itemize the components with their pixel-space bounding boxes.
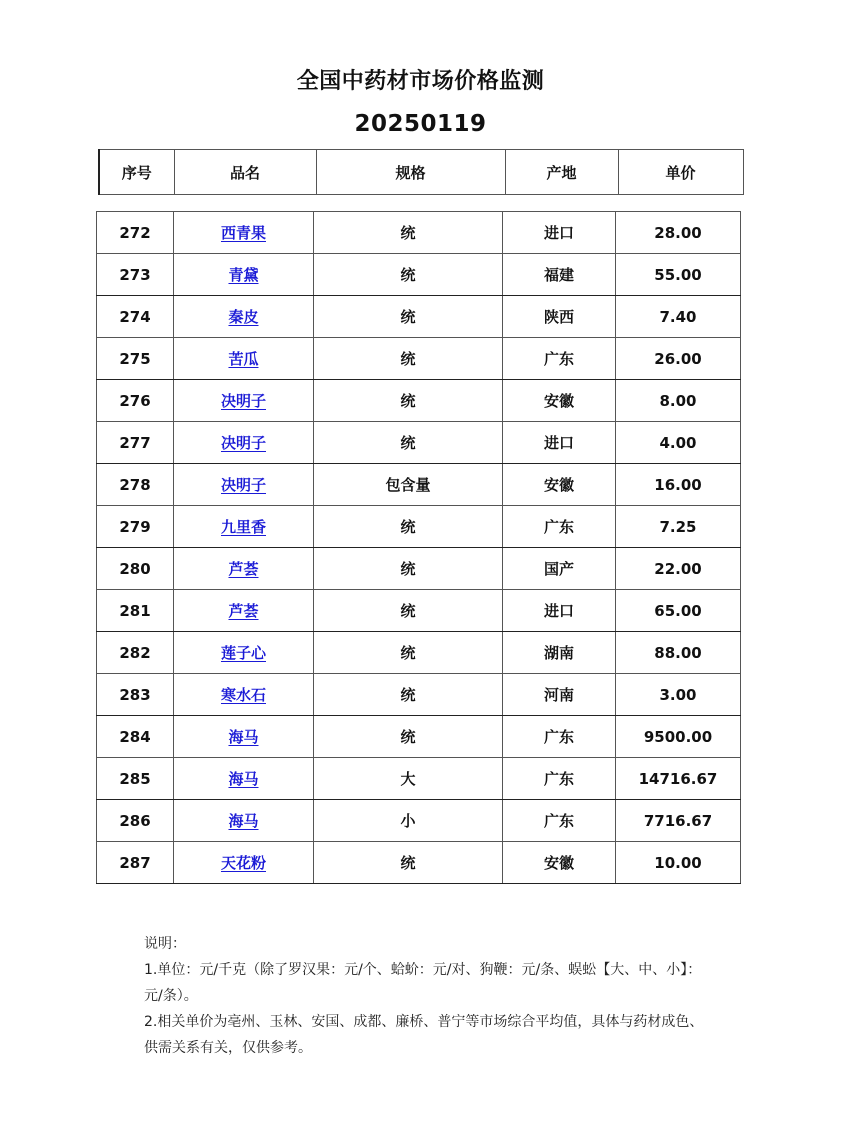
- cell-origin: 湖南: [503, 632, 616, 674]
- table-header: [98, 149, 744, 195]
- herb-name-link[interactable]: 西青果: [220, 224, 266, 242]
- cell-price: 3.00: [616, 674, 741, 716]
- cell-spec: 统: [314, 716, 503, 758]
- cell-no: 282: [97, 632, 174, 674]
- cell-price: 26.00: [616, 338, 741, 380]
- cell-origin: 广东: [503, 800, 616, 842]
- cell-name: [174, 254, 314, 296]
- cell-name: [174, 632, 314, 674]
- table-row: [97, 296, 741, 338]
- cell-price: 28.00: [616, 212, 741, 254]
- table-row: [97, 338, 741, 380]
- cell-name: [174, 800, 314, 842]
- table-row: [97, 674, 741, 716]
- cell-spec: 统: [314, 422, 503, 464]
- cell-name: [174, 506, 314, 548]
- herb-name-link[interactable]: 莲子心: [220, 644, 266, 662]
- cell-no: 273: [97, 254, 174, 296]
- cell-origin: 安徽: [503, 842, 616, 884]
- col-header-name: 品名: [174, 150, 316, 195]
- cell-price: 9500.00: [616, 716, 741, 758]
- notes-heading: 说明：: [144, 936, 186, 952]
- price-table: [96, 211, 741, 884]
- cell-spec: 统: [314, 506, 503, 548]
- page-title: 全国中药材市场价格监测: [296, 69, 545, 94]
- cell-spec: 统: [314, 296, 503, 338]
- cell-no: 284: [97, 716, 174, 758]
- header-row: [99, 150, 743, 195]
- cell-name: [174, 338, 314, 380]
- table-row: [97, 380, 741, 422]
- cell-no: 280: [97, 548, 174, 590]
- col-header-origin: 产地: [505, 150, 618, 195]
- cell-price: 7716.67: [616, 800, 741, 842]
- cell-name: [174, 674, 314, 716]
- table-row: [97, 464, 741, 506]
- report-date: 20250119: [354, 111, 487, 137]
- cell-no: 277: [97, 422, 174, 464]
- herb-name-link[interactable]: 秦皮: [228, 308, 259, 326]
- cell-origin: 广东: [503, 716, 616, 758]
- cell-spec: 大: [314, 758, 503, 800]
- cell-name: [174, 548, 314, 590]
- cell-name: [174, 296, 314, 338]
- cell-name: [174, 758, 314, 800]
- herb-name-link[interactable]: 苦瓜: [228, 350, 259, 368]
- table-row: [97, 800, 741, 842]
- cell-spec: 统: [314, 212, 503, 254]
- cell-name: [174, 464, 314, 506]
- cell-price: 10.00: [616, 842, 741, 884]
- cell-price: 8.00: [616, 380, 741, 422]
- cell-no: 286: [97, 800, 174, 842]
- table-row: [97, 212, 741, 254]
- table-row: [97, 422, 741, 464]
- cell-price: 14716.67: [616, 758, 741, 800]
- table-row: [97, 506, 741, 548]
- herb-name-link[interactable]: 海马: [228, 770, 259, 788]
- herb-name-link[interactable]: 天花粉: [220, 854, 266, 872]
- herb-name-link[interactable]: 决明子: [220, 392, 266, 410]
- cell-name: [174, 716, 314, 758]
- cell-spec: 统: [314, 338, 503, 380]
- cell-origin: 进口: [503, 422, 616, 464]
- notes-line-2: 2.相关单价为亳州、玉林、安国、成都、廉桥、普宁等市场综合平均值，具体与药材成色、供需关系有关，仅供参考。: [144, 1014, 704, 1056]
- cell-spec: 统: [314, 590, 503, 632]
- col-header-spec: 规格: [316, 150, 505, 195]
- herb-name-link[interactable]: 青黛: [228, 266, 259, 284]
- cell-origin: 广东: [503, 338, 616, 380]
- cell-origin: 广东: [503, 758, 616, 800]
- cell-price: 7.25: [616, 506, 741, 548]
- cell-origin: 河南: [503, 674, 616, 716]
- cell-price: 88.00: [616, 632, 741, 674]
- cell-no: 283: [97, 674, 174, 716]
- table-row: [97, 758, 741, 800]
- cell-origin: 安徽: [503, 380, 616, 422]
- cell-no: 275: [97, 338, 174, 380]
- cell-spec: 统: [314, 632, 503, 674]
- cell-origin: 国产: [503, 548, 616, 590]
- table-row: [97, 548, 741, 590]
- cell-name: [174, 380, 314, 422]
- table-row: [97, 590, 741, 632]
- notes-line-1: 1.单位：元/千克（除了罗汉果：元/个、蛤蚧：元/对、狗鞭：元/条、蜈蚣【大、中、小】：元/条）。: [144, 962, 702, 1004]
- cell-no: 274: [97, 296, 174, 338]
- cell-price: 55.00: [616, 254, 741, 296]
- cell-name: [174, 842, 314, 884]
- herb-name-link[interactable]: 决明子: [220, 434, 266, 452]
- cell-origin: 广东: [503, 506, 616, 548]
- herb-name-link[interactable]: 决明子: [220, 476, 266, 494]
- cell-price: 4.00: [616, 422, 741, 464]
- herb-name-link[interactable]: 海马: [228, 812, 259, 830]
- herb-name-link[interactable]: 寒水石: [220, 686, 266, 704]
- col-header-no: 序号: [99, 150, 174, 195]
- table-row: [97, 632, 741, 674]
- herb-name-link[interactable]: 海马: [228, 728, 259, 746]
- cell-price: 16.00: [616, 464, 741, 506]
- cell-no: 276: [97, 380, 174, 422]
- cell-price: 65.00: [616, 590, 741, 632]
- cell-origin: 福建: [503, 254, 616, 296]
- cell-spec: 小: [314, 800, 503, 842]
- cell-price: 22.00: [616, 548, 741, 590]
- cell-no: 272: [97, 212, 174, 254]
- cell-no: 279: [97, 506, 174, 548]
- table-row: [97, 716, 741, 758]
- cell-origin: 进口: [503, 212, 616, 254]
- cell-spec: 统: [314, 674, 503, 716]
- cell-no: 278: [97, 464, 174, 506]
- herb-name-link[interactable]: 芦荟: [228, 560, 259, 578]
- herb-name-link[interactable]: 九里香: [220, 518, 266, 536]
- cell-spec: 统: [314, 380, 503, 422]
- col-header-price: 单价: [618, 150, 743, 195]
- cell-no: 285: [97, 758, 174, 800]
- cell-origin: 陕西: [503, 296, 616, 338]
- cell-spec: 统: [314, 254, 503, 296]
- cell-spec: 统: [314, 842, 503, 884]
- herb-name-link[interactable]: 芦荟: [228, 602, 259, 620]
- cell-name: [174, 590, 314, 632]
- cell-no: 287: [97, 842, 174, 884]
- cell-spec: 包含量: [314, 464, 503, 506]
- cell-spec: 统: [314, 548, 503, 590]
- cell-origin: 进口: [503, 590, 616, 632]
- table-row: [97, 842, 741, 884]
- notes: [144, 931, 704, 1061]
- cell-origin: 安徽: [503, 464, 616, 506]
- cell-name: [174, 212, 314, 254]
- cell-price: 7.40: [616, 296, 741, 338]
- cell-name: [174, 422, 314, 464]
- table-row: [97, 254, 741, 296]
- cell-no: 281: [97, 590, 174, 632]
